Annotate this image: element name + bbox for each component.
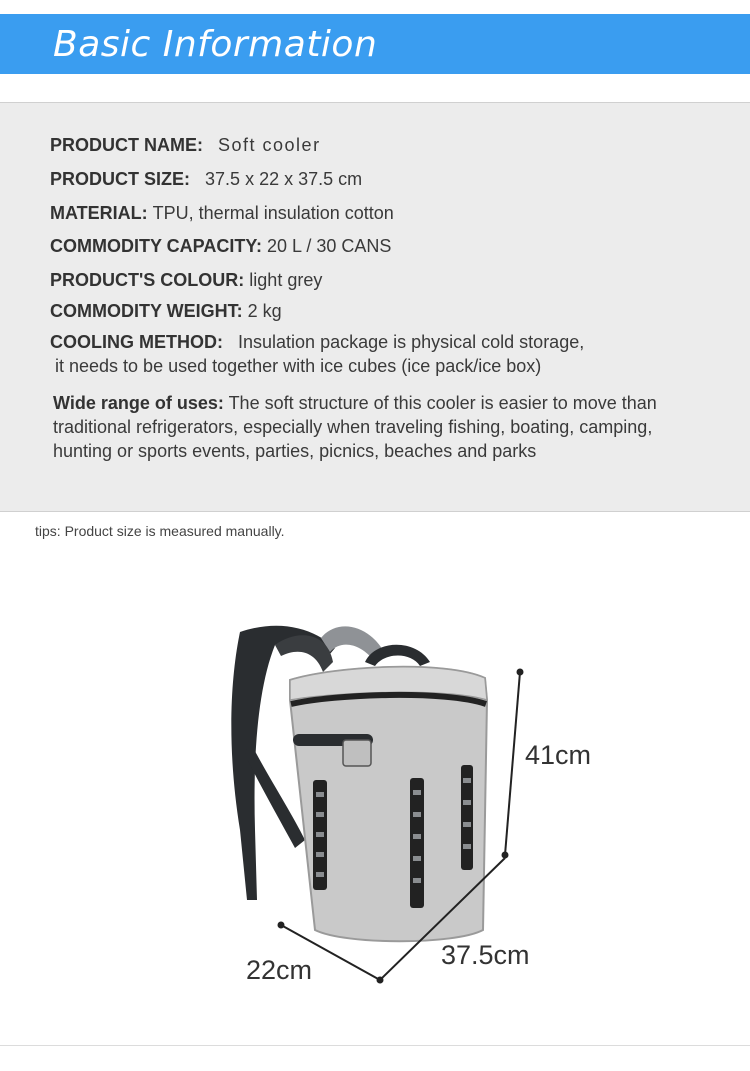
spec-label: MATERIAL: (50, 203, 148, 223)
dimension-depth-label: 22cm (246, 955, 313, 985)
spec-material (50, 203, 394, 224)
spec-value: Insulation package is physical cold storage, (238, 332, 585, 352)
dimension-width-label: 37.5cm (441, 940, 530, 970)
tips-label: tips: (35, 523, 61, 539)
spec-cooling-line2: it needs to be used together with ice cubes (ice pack/ice box) (55, 356, 542, 376)
spec-label: PRODUCT'S COLOUR: (50, 270, 245, 290)
spec-value: 20 L / 30 CANS (267, 236, 392, 256)
tips-note (35, 523, 285, 539)
page-title: Basic Information (53, 24, 378, 65)
header-banner (0, 14, 750, 74)
spec-label: PRODUCT NAME: (50, 135, 203, 155)
spec-label: COMMODITY CAPACITY: (50, 236, 262, 256)
spec-capacity (50, 236, 391, 257)
spec-label: COOLING METHOD: (50, 332, 223, 352)
spec-label: COMMODITY WEIGHT: (50, 301, 243, 321)
spec-product-name (50, 135, 321, 156)
spec-value: The soft structure of this cooler is easier to move than traditional refrigerators, especially when traveling fishing, boating, camping, hunting or sports events, parties, picnics, beaches and parks (53, 393, 657, 461)
spec-weight (50, 301, 282, 322)
spec-label: PRODUCT SIZE: (50, 169, 191, 189)
spec-cooling (50, 332, 584, 353)
spec-value: TPU, thermal insulation cotton (152, 203, 394, 223)
spec-value: Soft cooler (218, 135, 321, 155)
spec-value: 37.5 x 22 x 37.5 cm (205, 169, 363, 189)
spec-uses (53, 391, 663, 463)
tips-text: Product size is measured manually. (64, 523, 285, 539)
spec-product-size (50, 169, 362, 190)
spec-value: light grey (249, 270, 323, 290)
spec-colour (50, 270, 322, 291)
bottom-divider (0, 1045, 750, 1046)
spec-value: 2 kg (247, 301, 282, 321)
spec-label: Wide range of uses: (53, 393, 224, 413)
dimension-height-label: 41cm (525, 740, 592, 770)
basic-info-panel (0, 102, 750, 512)
